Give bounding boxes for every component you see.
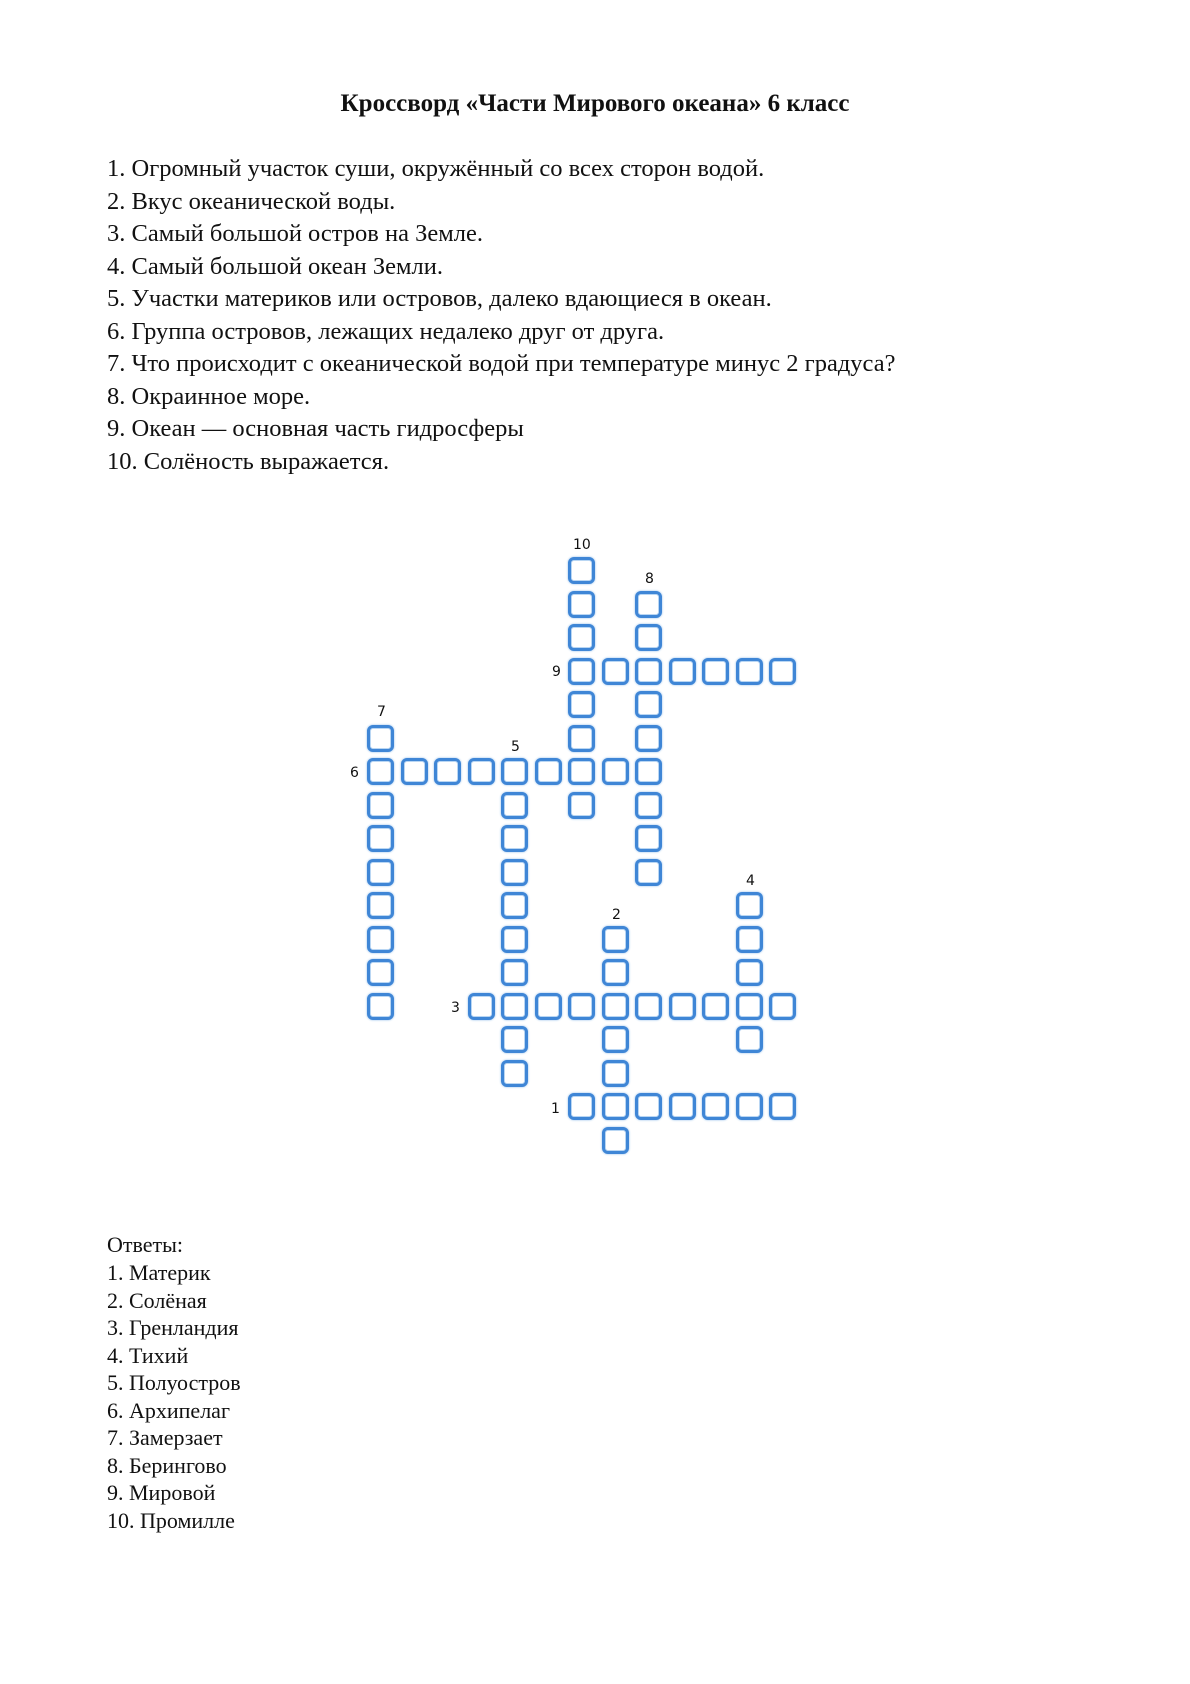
crossword-cell (434, 758, 461, 785)
clue-item: 10. Солёность выражается. (107, 447, 390, 475)
clue-item: 6. Группа островов, лежащих недалеко друг от друга. (107, 317, 665, 345)
crossword-cell (568, 557, 595, 584)
crossword-cell (367, 859, 394, 886)
crossword-cell (635, 758, 662, 785)
crossword-cell (501, 926, 528, 953)
crossword-cell (769, 993, 796, 1020)
clue-item: 1. Огромный участок суши, окружённый со всех сторон водой. (107, 155, 765, 182)
crossword-cell (367, 725, 394, 752)
crossword-cell (602, 758, 629, 785)
crossword-cell (367, 792, 394, 819)
crossword-cell (736, 993, 763, 1020)
crossword-cell (568, 624, 595, 651)
crossword-cell (568, 691, 595, 718)
crossword-cell (568, 725, 595, 752)
page-title: Кроссворд «Части Мирового океана» 6 класс (340, 90, 850, 117)
answer-item: 8. Берингово (107, 1452, 227, 1478)
crossword-cell (736, 959, 763, 986)
clue-number-10: 10 (573, 537, 591, 553)
crossword-cell (736, 658, 763, 685)
crossword-cell (501, 1026, 528, 1053)
answer-item: 10. Промилле (107, 1507, 235, 1533)
crossword-cell (568, 591, 595, 618)
answer-item: 1. Материк (107, 1260, 211, 1285)
crossword-cell (702, 658, 729, 685)
crossword-cell (635, 624, 662, 651)
crossword-cell (602, 1026, 629, 1053)
crossword-cell (568, 658, 595, 685)
crossword-cell (602, 1060, 629, 1087)
crossword-cell (635, 1093, 662, 1120)
answer-item: 4. Тихий (107, 1342, 189, 1368)
crossword-cell (367, 959, 394, 986)
crossword-cell (602, 1093, 629, 1120)
crossword-cell (635, 825, 662, 852)
crossword-cell (367, 926, 394, 953)
crossword-cell (702, 1093, 729, 1120)
crossword-cell (367, 892, 394, 919)
crossword-cell (602, 993, 629, 1020)
crossword-cell (501, 859, 528, 886)
crossword-cell (602, 959, 629, 986)
crossword-cell (401, 758, 428, 785)
clue-number-4: 4 (746, 873, 755, 889)
clue-number-7: 7 (377, 704, 386, 720)
crossword-cell (568, 758, 595, 785)
crossword-cell (535, 758, 562, 785)
crossword-cell (635, 725, 662, 752)
answer-item: 7. Замерзает (107, 1425, 223, 1450)
crossword-cell (468, 993, 495, 1020)
clue-number-6: 6 (350, 765, 359, 781)
clue-number-3: 3 (451, 1000, 460, 1016)
crossword-cell (367, 993, 394, 1020)
crossword-cell (736, 1026, 763, 1053)
crossword-cell (602, 926, 629, 953)
crossword-cell (501, 825, 528, 852)
crossword-cell (501, 892, 528, 919)
crossword-cell (635, 792, 662, 819)
clue-item: 9. Океан — основная часть гидросферы (107, 415, 524, 442)
answer-item: 3. Гренландия (107, 1315, 239, 1340)
clue-number-1: 1 (551, 1101, 560, 1117)
crossword-cell (501, 993, 528, 1020)
clue-item: 8. Окраинное море. (107, 382, 311, 410)
answer-item: 5. Полуостров (107, 1370, 241, 1395)
clue-number-8: 8 (645, 571, 654, 587)
answers-heading: Ответы: (107, 1232, 184, 1257)
crossword-cell (702, 993, 729, 1020)
crossword-cell (501, 959, 528, 986)
crossword-cell (501, 792, 528, 819)
crossword-cell (635, 993, 662, 1020)
crossword-cell (769, 658, 796, 685)
answer-item: 6. Архипелаг (107, 1397, 230, 1423)
crossword-cell (669, 658, 696, 685)
crossword-cell (635, 691, 662, 718)
clue-item: 5. Участки материков или островов, далеко вдающиеся в океан. (107, 285, 772, 312)
clue-item: 7. Что происходит с океанической водой при температуре минус 2 градуса? (107, 350, 896, 377)
answer-list (107, 1259, 241, 1534)
crossword-cell (568, 1093, 595, 1120)
clue-number-9: 9 (552, 664, 561, 680)
crossword-cell (769, 1093, 796, 1120)
answer-item: 9. Мировой (107, 1480, 216, 1505)
crossword-cell (501, 1060, 528, 1087)
clue-item: 2. Вкус океанической воды. (107, 187, 396, 215)
crossword-cell (736, 892, 763, 919)
answer-item: 2. Солёная (107, 1287, 207, 1313)
crossword-cell (602, 658, 629, 685)
crossword-cell (568, 792, 595, 819)
crossword-cell (669, 1093, 696, 1120)
crossword-cell (568, 993, 595, 1020)
clue-item: 4. Самый большой океан Земли. (107, 252, 444, 280)
crossword-cell (736, 926, 763, 953)
crossword-cell (535, 993, 562, 1020)
crossword-cell (635, 591, 662, 618)
crossword-cell (736, 1093, 763, 1120)
clue-number-5: 5 (511, 739, 520, 755)
crossword-cell (669, 993, 696, 1020)
crossword-cell (367, 758, 394, 785)
crossword-cell (635, 658, 662, 685)
crossword-cell (635, 859, 662, 886)
crossword-cell (367, 825, 394, 852)
crossword-cell (468, 758, 495, 785)
clue-item: 3. Самый большой остров на Земле. (107, 220, 483, 247)
crossword-cell (602, 1127, 629, 1154)
crossword-cell (501, 758, 528, 785)
clue-number-2: 2 (612, 907, 621, 923)
